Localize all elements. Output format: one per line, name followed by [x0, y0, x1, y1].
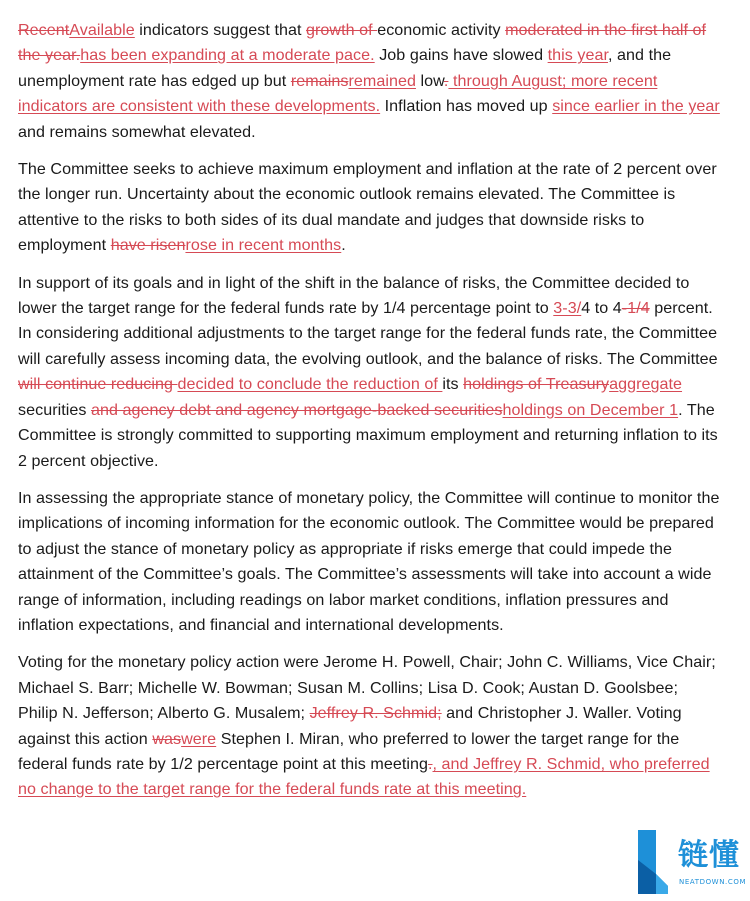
paragraph [18, 157, 722, 259]
document-body [18, 18, 722, 815]
body-text: . The Committee is strongly committed to supporting maximum employment and returning inflation to its 2 percent objective. [18, 400, 718, 470]
inserted-text: holdings on December 1 [502, 400, 679, 419]
body-text: and remains somewhat elevated. [18, 122, 256, 141]
body-text: its [442, 375, 464, 394]
inserted-text: has been expanding at a moderate pace. [80, 46, 375, 65]
inserted-text: since earlier in the year [552, 97, 720, 116]
body-text: 4 to 4 [581, 299, 622, 318]
body-text: Stephen I. Miran, who preferred to lower the target range for the federal funds rate by 1/2 percentage point at this meeting [18, 729, 680, 773]
deleted-text: growth of [306, 21, 378, 39]
body-text: , and the unemployment rate has edged up but [18, 46, 672, 90]
inserted-text: this year [547, 46, 609, 65]
deleted-text: Recent [18, 21, 70, 39]
body-text: and Christopher J. Waller. Voting against this action [18, 704, 682, 748]
inserted-text: through August; more recent indicators are consistent with these developments. [18, 71, 658, 116]
inserted-text: decided to conclude the reduction of [177, 375, 443, 394]
body-text: Voting for the monetary policy action were Jerome H. Powell, Chair; John C. Williams, Vice Chair; Michael S. Barr; Michelle W. Bowman; Susan M. Collins; Lisa D. Cook; Austan D. Goolsbee; Philip N. Jefferson; Alberto G. Musalem; [18, 653, 716, 723]
deleted-text: . [443, 71, 449, 90]
deleted-text: have risen [110, 236, 186, 255]
body-text: low [415, 71, 444, 90]
body-text: The Committee seeks to achieve maximum employment and inflation at the rate of 2 percent over the longer run. Uncertainty about the economic outlook remains elevated. The Committee is attentive to the risks to both sides of its dual mandate and judges that downside risks to employment [18, 160, 717, 255]
deleted-text: holdings of Treasury [463, 375, 610, 394]
deleted-text: will continue reducing [18, 375, 178, 394]
inserted-text: were [181, 729, 217, 748]
inserted-text: , and Jeffrey R. Schmid, who preferred no change to the target range for the federal funds rate at this meeting. [18, 754, 710, 799]
watermark-logo [636, 830, 750, 901]
paragraph [18, 18, 722, 145]
deleted-text: -1/4 [621, 299, 650, 318]
deleted-text: and agency debt and agency mortgage-backed securities [91, 400, 503, 419]
logo-chinese-text: 链懂 [678, 838, 740, 873]
inserted-text: 3-3/ [553, 299, 582, 318]
body-text: indicators suggest that [134, 21, 307, 39]
paragraph [18, 486, 722, 638]
inserted-text: rose in recent months [185, 236, 342, 255]
body-text: . [341, 236, 346, 255]
inserted-text: Available [69, 21, 135, 39]
deleted-text: was [152, 729, 182, 748]
logo-english-text: NEATDOWN.COM [679, 878, 747, 886]
body-text: Inflation has moved up [380, 97, 553, 116]
body-text: In support of its goals and in light of the shift in the balance of risks, the Committee decided to lower the target range for the federal funds rate by 1/4 percentage point to [18, 273, 690, 318]
deleted-text: moderated in the first half of the year. [18, 21, 707, 65]
body-text: economic activity [377, 21, 506, 39]
body-text: Job gains have slowed [374, 46, 548, 65]
logo-l-mark-icon [636, 830, 668, 894]
body-text: securities [18, 400, 91, 419]
inserted-text: aggregate [609, 375, 683, 394]
inserted-text: remained [348, 71, 416, 90]
deleted-text: Jeffrey R. Schmid; [309, 704, 442, 723]
body-text: percent. In considering additional adjustments to the target range for the federal funds rate, the Committee will carefully assess incoming data, the evolving outlook, and the balance of risks. The Committee [18, 299, 718, 368]
paragraph [18, 271, 722, 474]
deleted-text: . [427, 754, 433, 773]
paragraph [18, 650, 722, 802]
body-text: In assessing the appropriate stance of monetary policy, the Committee will continue to monitor the implications of incoming information for the economic outlook. The Committee would be prepared to adjust the stance of monetary policy as appropriate if risks emerge that could impede the attainment of the Committee’s goals. The Committee’s assessments will take into account a wide range of information, including readings on labor market conditions, inflation pressures and inflation expectations, and financial and international developments. [18, 488, 720, 634]
deleted-text: remains [290, 71, 349, 90]
